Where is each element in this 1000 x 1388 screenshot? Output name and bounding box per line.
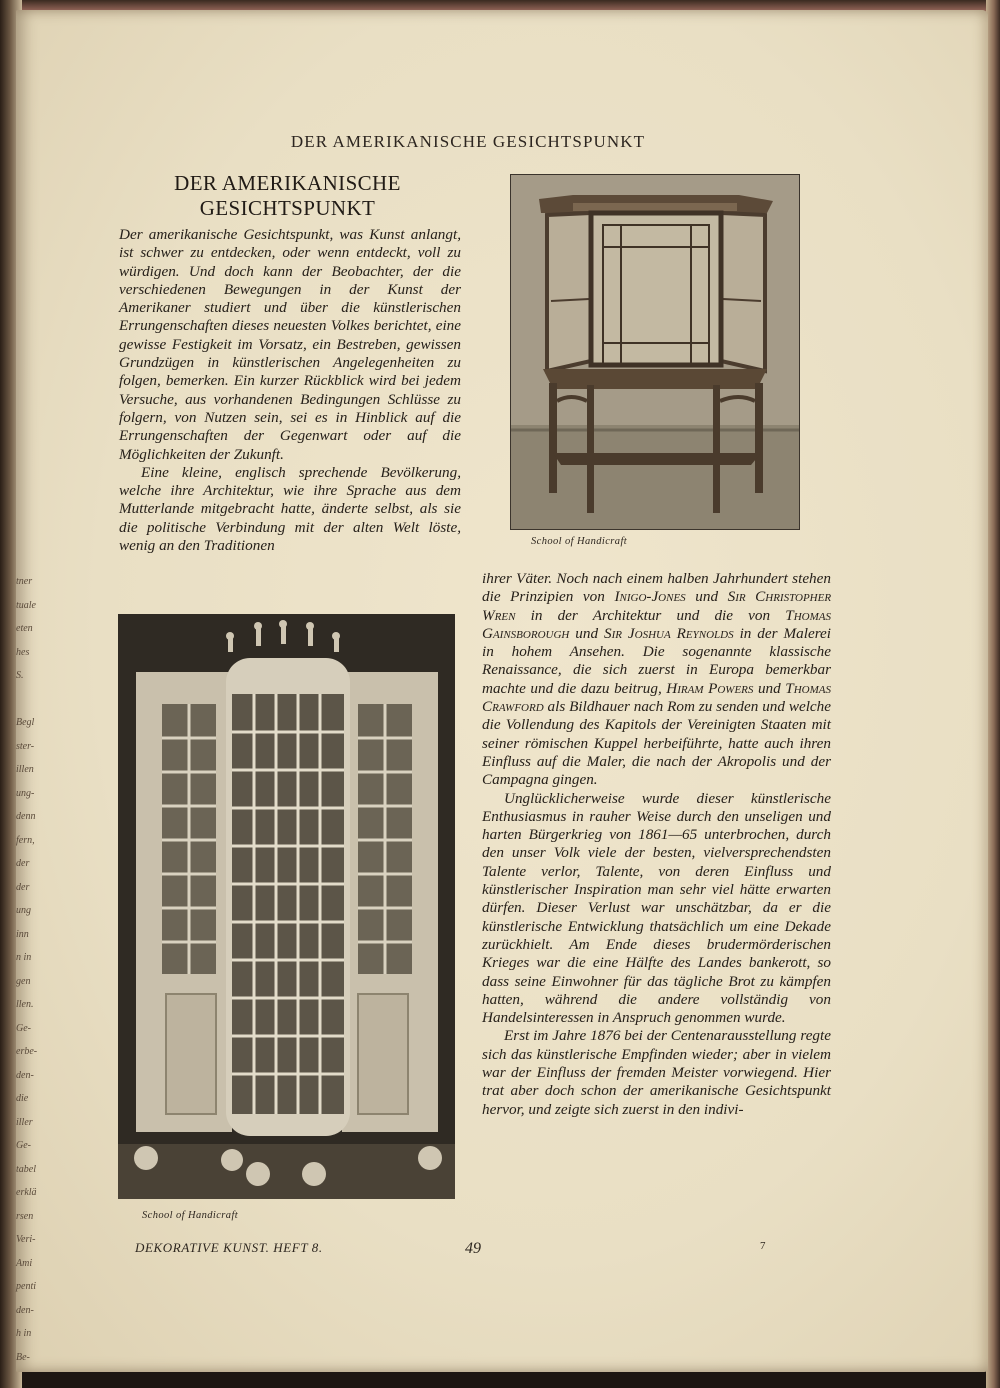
bleed-fragment [16, 688, 30, 712]
name-christopher-wren: Sir Christopher Wren [482, 588, 832, 624]
bleed-fragment: erbe- [16, 1046, 38, 1057]
bleed-fragment: tabel [16, 1163, 36, 1175]
bleed-fragment: h in [16, 1328, 32, 1339]
bleed-fragment: der [16, 881, 30, 893]
bleed-fragment: ster- [16, 740, 35, 752]
bleed-fragment: den- [16, 1069, 34, 1081]
bleed-fragment: Ge- [16, 1022, 31, 1034]
article-title-line-2: GESICHTSPUNKT [199, 196, 376, 220]
paragraph-population: Eine kleine, englisch sprechende Bevölkerung, welche ihre Architektur, wie ihre Sprache aus dem Mutterlande mitgebracht hatte, änderte selbst, als sie die politische Verbindung mit der alten Welt löste, wenig an den Traditionen [119, 463, 461, 555]
bleed-fragment: Be- [16, 1351, 30, 1363]
bleed-fragment: die [16, 1093, 29, 1104]
name-thomas-gainsborough: Thomas Gainsborough [482, 606, 831, 642]
bleed-fragment: denn [16, 811, 36, 822]
bleed-fragment: tner [16, 576, 33, 587]
footer-journal-title: DEKORATIVE KUNST. HEFT 8. [135, 1240, 323, 1255]
book-fore-edge [986, 0, 1000, 1388]
bleed-fragment: eten [16, 623, 33, 634]
bleed-fragment: ung [16, 905, 31, 916]
name-inigo-jones: Inigo-Jones [614, 588, 686, 606]
bleed-fragment: penti [16, 1281, 36, 1292]
bleed-fragment: Ami [16, 1257, 33, 1269]
running-head: DER AMERIKANISCHE GESICHTSPUNKT [290, 132, 646, 151]
text-run: ihrer Väter. Noch nach einem halben Jahrhundert stehen die Prinzipien von [482, 570, 831, 606]
name-joshua-reynolds: Sir Joshua Reynolds [604, 624, 734, 642]
text-run: und [695, 588, 719, 606]
right-text-column [482, 570, 831, 1119]
left-text-column [119, 226, 461, 555]
article-title-line-1: DER AMERIKANISCHE [174, 171, 401, 195]
photo-display-cabinet [510, 174, 800, 530]
paragraph-intro: Der amerikanische Gesichtspunkt, was Kunst anlangt, ist schwer zu entdecken, oder wenn entdeckt, voll zu würdigen. Und doch kann der Beobachter, der die verschiedenen Bewegungen in der Kunst der Amerikaner studiert und über die künstlerischen Errungenschaften dieses neuesten Volkes berichtet, eine gewisse Festigkeit im Vorsatz, ein Bestreben, gewissen Grundzügen in künstlerischen Angelegenheiten zu folgen, bemerken. Ein kurzer Rückblick wird bei jedem Versuche, aus vorhandenen Bedingungen Schlüsse zu folgern, von Nutzen sein, sei es in Hinblick auf die Errungenschaften der Gegenwart oder auf die Möglichkeiten der Zukunft. [119, 226, 461, 463]
bleed-fragment: den- [16, 1304, 34, 1316]
bleed-through-text [16, 570, 38, 1363]
text-run: und [575, 624, 599, 642]
text-run: und [757, 679, 781, 697]
bleed-fragment: fern, [16, 834, 35, 846]
paragraph-centenary: Erst im Jahre 1876 bei der Centenarausstellung regte sich das künstlerische Empfinden wieder; aber in vielem war der Einfluss der fremden Meister vorwiegend. Hier trat aber doch schon der amerikanische Gesichtspunkt hervor, und zeigte sich zuerst in den indivi- [482, 1027, 831, 1118]
article-title [120, 171, 455, 221]
paragraph-traditions [482, 570, 831, 790]
bleed-fragment: Begl [16, 717, 35, 728]
curved-cabinet-illustration [118, 614, 455, 1199]
page-number: 49 [465, 1240, 481, 1257]
bleed-fragment: S. [16, 670, 24, 681]
bleed-fragment: tuale [16, 599, 36, 611]
bleed-fragment: llen. [16, 999, 34, 1010]
caption-top-right: School of Handicraft [531, 536, 628, 547]
text-run: als Bildhauer nach Rom zu senden und welche die Vollendung des Kapitols der Vereinigten Staaten mit seiner römischen Kuppel herbeiführte, hatte auch ihren Einfluss auf die Maler, die nach der Akropolis und der Campagna gingen. [482, 698, 832, 789]
bleed-fragment: der [16, 858, 30, 869]
bleed-fragment: inn [16, 928, 29, 940]
caption-bottom-left: School of Handicraft [142, 1210, 239, 1221]
bleed-fragment: n in [16, 952, 32, 963]
bleed-fragment: Veri- [16, 1234, 36, 1245]
bleed-fragment: erklä [16, 1187, 37, 1198]
text-run: in der Architektur und die von [530, 606, 771, 624]
bleed-fragment: Ge- [16, 1140, 31, 1151]
bleed-fragment: rsen [16, 1210, 34, 1222]
bleed-fragment: gen [16, 975, 31, 987]
bleed-fragment: iller [16, 1116, 33, 1128]
signature-mark: 7 [760, 1240, 766, 1252]
photo-corner-cabinet [118, 614, 455, 1199]
name-hiram-powers: Hiram Powers [666, 679, 754, 697]
bleed-fragment: illen [16, 764, 34, 775]
bleed-fragment: ung- [16, 787, 35, 799]
text-run: in der Malerei in hohem Ansehen. Die sogenannte klassische Renaissance, die sich zuerst in Europa bemerkbar machte und die dazu beitrug, [482, 624, 832, 697]
cabinet-illustration [511, 175, 799, 529]
name-thomas-crawford: Thomas Crawford [482, 679, 831, 716]
bleed-fragment: hes [16, 646, 30, 658]
paragraph-civil-war: Unglücklicherweise wurde dieser künstlerische Enthusiasmus in rauher Weise durch den unseligen und harten Bürgerkrieg von 1861—65 unterbrochen, durch den unser Volk viele der besten, vielversprechendsten Talente verlor, Talente, von deren Einfluss und künstlerischer Inspiration man sehr viel hätte erwarten dürfen. Dieser Verlust war unschätzbar, da er die künstlerische Entwicklung thatsächlich um eine Dekade zurückhielt. Am Ende dieses brudermörderischen Krieges war die eine Hälfte des Landes bankerott, so dass seine Einwohner für das tägliche Brot zu kämpfen hatten, während die andere vollständig von Handelsinteressen in Anspruch genommen wurde. [482, 789, 831, 1027]
